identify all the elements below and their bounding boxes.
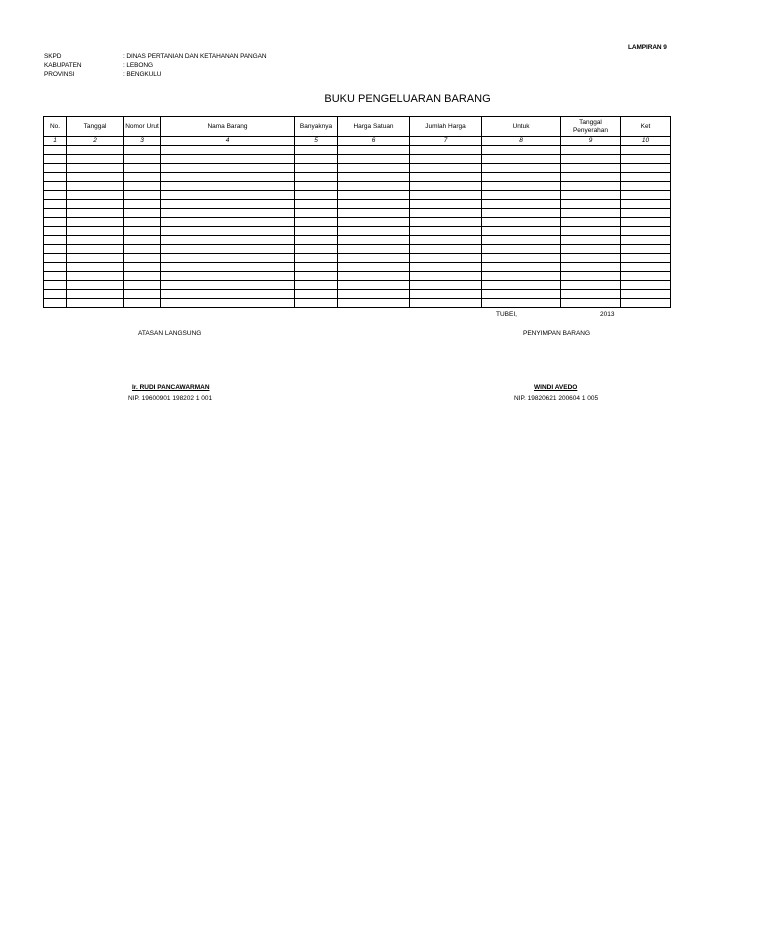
column-number: 4 [161,137,295,146]
table-cell [482,209,561,218]
table-cell [561,218,621,227]
table-cell [621,173,671,182]
table-cell [67,191,124,200]
table-cell [338,263,410,272]
table-cell [482,290,561,299]
table-cell [482,254,561,263]
table-cell [295,164,338,173]
table-row [44,263,671,272]
table-cell [561,290,621,299]
col-header-jumlah-harga: Jumlah Harga [410,117,482,137]
table-cell [161,209,295,218]
table-cell [410,191,482,200]
table-cell [124,290,161,299]
table-cell [561,263,621,272]
table-cell [67,254,124,263]
table-cell [124,182,161,191]
table-cell [410,263,482,272]
table-cell [561,281,621,290]
table-cell [561,227,621,236]
table-cell [410,227,482,236]
table-cell [338,146,410,155]
table-cell [44,290,67,299]
table-cell [124,173,161,182]
table-cell [561,146,621,155]
table-cell [161,263,295,272]
table-cell [621,272,671,281]
right-signer-nip: NIP. 19820621 200604 1 005 [514,395,599,402]
table-cell [561,191,621,200]
table-cell [124,299,161,308]
table-cell [124,146,161,155]
table-cell [161,245,295,254]
table-cell [338,209,410,218]
table-cell [67,182,124,191]
table-cell [44,245,67,254]
table-cell [338,281,410,290]
col-header-banyaknya: Banyaknya [295,117,338,137]
table-cell [295,245,338,254]
table-cell [44,236,67,245]
table-cell [621,290,671,299]
table-cell [338,182,410,191]
table-cell [295,155,338,164]
col-header-untuk: Untuk [482,117,561,137]
table-cell [482,281,561,290]
table-cell [561,299,621,308]
table-cell [161,236,295,245]
table-cell [124,281,161,290]
column-number: 7 [410,137,482,146]
table-cell [482,272,561,281]
table-cell [161,218,295,227]
table-cell [44,263,67,272]
table-cell [621,254,671,263]
table-cell [44,272,67,281]
table-header-row [44,117,671,137]
table-cell [44,182,67,191]
column-number: 9 [561,137,621,146]
table-cell [338,299,410,308]
info-label-kabupaten: KABUPATEN [44,62,82,69]
table-cell [44,254,67,263]
table-cell [161,290,295,299]
table-row [44,236,671,245]
goods-ledger-table [43,116,671,308]
table-row [44,164,671,173]
table-cell [410,173,482,182]
table-cell [295,299,338,308]
table-cell [124,164,161,173]
table-cell [67,290,124,299]
info-label-provinsi: PROVINSI [44,71,75,78]
info-label-skpd: SKPD [44,53,62,60]
table-cell [161,155,295,164]
table-cell [561,200,621,209]
table-cell [561,155,621,164]
table-cell [561,254,621,263]
table-cell [410,299,482,308]
table-row [44,272,671,281]
table-cell [124,236,161,245]
col-header-tanggal-penyerahan: Tanggal Penyerahan [561,117,621,137]
table-cell [482,155,561,164]
table-cell [561,164,621,173]
table-cell [295,209,338,218]
table-cell [410,281,482,290]
table-row [44,182,671,191]
table-cell [621,164,671,173]
table-cell [338,254,410,263]
table-cell [67,281,124,290]
table-cell [621,218,671,227]
table-cell [44,164,67,173]
table-cell [338,191,410,200]
table-cell [124,191,161,200]
table-cell [482,299,561,308]
signing-place: TUBEI, [496,311,517,318]
right-signer-name: WINDI AVEDO [534,384,578,391]
table-cell [44,155,67,164]
col-header-tanggal: Tanggal [67,117,124,137]
col-header-nama-barang: Nama Barang [161,117,295,137]
table-cell [482,236,561,245]
table-row [44,191,671,200]
table-row [44,227,671,236]
table-cell [44,218,67,227]
table-cell [161,164,295,173]
table-cell [295,236,338,245]
info-value-provinsi: : BENGKULU [123,71,162,78]
table-cell [295,191,338,200]
table-cell [338,218,410,227]
table-cell [621,155,671,164]
table-row [44,290,671,299]
col-header-harga-satuan: Harga Satuan [338,117,410,137]
table-cell [482,173,561,182]
table-cell [124,218,161,227]
table-cell [338,290,410,299]
table-cell [482,200,561,209]
table-cell [338,155,410,164]
table-cell [410,236,482,245]
table-cell [67,209,124,218]
lampiran-label: LAMPIRAN 9 [628,44,667,51]
table-cell [161,146,295,155]
table-cell [67,164,124,173]
table-cell [295,272,338,281]
table-cell [482,245,561,254]
col-header-ket: Ket [621,117,671,137]
table-cell [161,254,295,263]
column-number: 10 [621,137,671,146]
table-cell [295,173,338,182]
table-cell [161,299,295,308]
table-cell [295,281,338,290]
table-cell [338,227,410,236]
column-number: 2 [67,137,124,146]
table-cell [482,191,561,200]
table-cell [67,299,124,308]
table-cell [161,182,295,191]
table-cell [44,281,67,290]
table-cell [295,290,338,299]
table-cell [161,281,295,290]
table-cell [295,218,338,227]
right-signer-role: PENYIMPAN BARANG [523,330,591,337]
info-value-kabupaten: : LEBONG [123,62,153,69]
table-cell [44,173,67,182]
table-cell [482,227,561,236]
table-cell [124,245,161,254]
table-row [44,200,671,209]
col-header-no: No. [44,117,67,137]
table-cell [482,164,561,173]
table-row [44,245,671,254]
column-number: 5 [295,137,338,146]
table-cell [161,227,295,236]
table-cell [561,236,621,245]
table-row [44,281,671,290]
column-number: 6 [338,137,410,146]
table-cell [295,200,338,209]
table-cell [410,254,482,263]
table-cell [67,218,124,227]
table-cell [482,218,561,227]
table-cell [124,155,161,164]
table-cell [561,245,621,254]
table-row [44,299,671,308]
table-cell [410,200,482,209]
table-cell [67,155,124,164]
table-cell [338,164,410,173]
table-cell [410,155,482,164]
table-cell [482,263,561,272]
col-header-nomor-urut: Nomor Urut [124,117,161,137]
table-cell [621,236,671,245]
table-cell [67,236,124,245]
left-signer-name: Ir. RUDI PANCAWARMAN [132,384,210,391]
column-number: 1 [44,137,67,146]
table-row [44,173,671,182]
table-cell [410,146,482,155]
column-number: 3 [124,137,161,146]
table-cell [295,263,338,272]
table-cell [621,245,671,254]
table-cell [67,200,124,209]
table-cell [124,200,161,209]
table-cell [561,173,621,182]
table-cell [44,209,67,218]
table-cell [44,227,67,236]
table-cell [410,164,482,173]
table-cell [621,263,671,272]
table-cell [161,191,295,200]
table-cell [44,200,67,209]
table-cell [410,272,482,281]
column-number-row [44,137,671,146]
table-cell [161,173,295,182]
table-cell [561,209,621,218]
table-cell [410,218,482,227]
table-cell [621,299,671,308]
table-row [44,146,671,155]
table-cell [67,263,124,272]
left-signer-nip: NIP. 19600901 198202 1 001 [128,395,213,402]
table-cell [67,272,124,281]
table-cell [621,227,671,236]
table-cell [338,245,410,254]
table-cell [410,209,482,218]
table-cell [124,227,161,236]
table-cell [338,200,410,209]
table-cell [124,272,161,281]
table-cell [561,272,621,281]
table-cell [295,227,338,236]
table-cell [124,263,161,272]
table-cell [161,200,295,209]
table-cell [621,200,671,209]
table-cell [124,209,161,218]
table-cell [124,254,161,263]
signing-year: 2013 [600,311,615,318]
table-cell [410,245,482,254]
table-cell [67,146,124,155]
table-cell [67,227,124,236]
table-cell [338,236,410,245]
table-cell [161,272,295,281]
table-cell [338,173,410,182]
table-cell [621,281,671,290]
table-cell [67,245,124,254]
table-cell [44,146,67,155]
table-cell [44,299,67,308]
table-cell [67,173,124,182]
table-cell [482,146,561,155]
table-cell [295,254,338,263]
table-cell [621,209,671,218]
table-cell [410,290,482,299]
table-row [44,254,671,263]
table-cell [44,191,67,200]
left-signer-role: ATASAN LANGSUNG [138,330,202,337]
column-number: 8 [482,137,561,146]
document-title: BUKU PENGELUARAN BARANG [324,93,491,105]
table-cell [482,182,561,191]
table-row [44,218,671,227]
table-cell [621,182,671,191]
table-row [44,209,671,218]
table-cell [621,191,671,200]
table-cell [295,182,338,191]
table-cell [621,146,671,155]
table-row [44,155,671,164]
table-cell [295,146,338,155]
table-cell [561,182,621,191]
info-value-skpd: : DINAS PERTANIAN DAN KETAHANAN PANGAN [123,53,267,60]
table-cell [410,182,482,191]
table-cell [338,272,410,281]
